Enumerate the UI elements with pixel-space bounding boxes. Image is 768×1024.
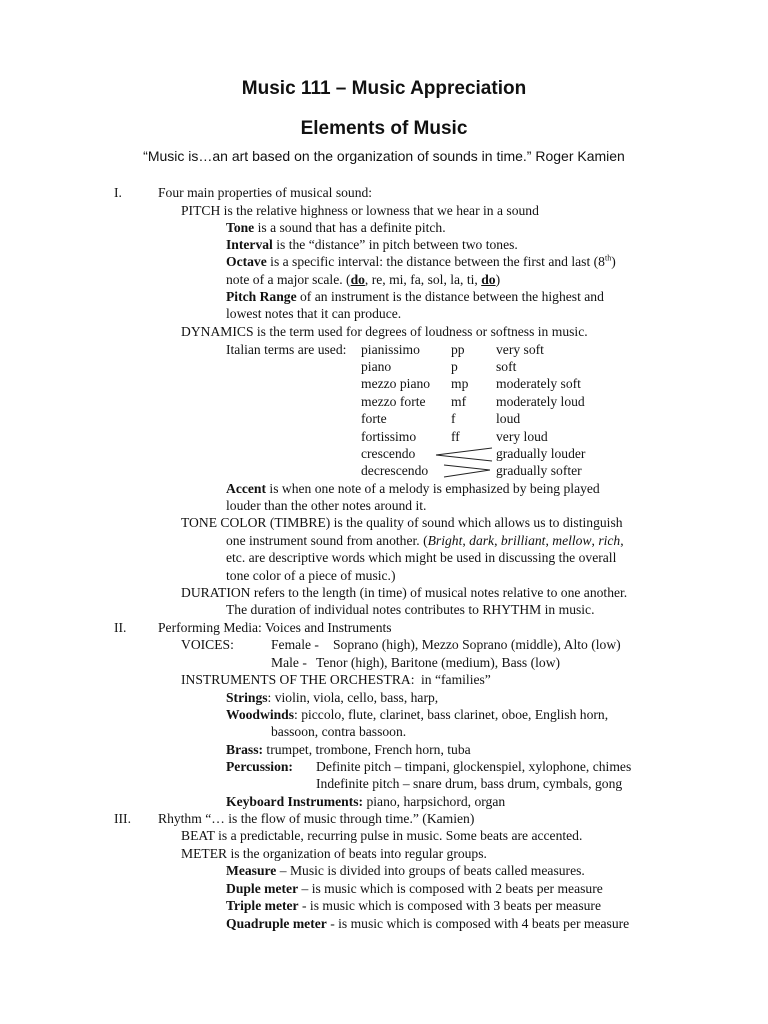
dyn-meaning: moderately soft [496, 376, 581, 391]
measure-def: – Music is divided into groups of beats called measures. [276, 863, 585, 878]
brass-text: trumpet, trombone, French horn, tuba [263, 742, 471, 757]
percussion-definite: Definite pitch – timpani, glockenspiel, xylophone, chimes [316, 759, 632, 774]
do-high: do [481, 272, 496, 287]
word-mellow: mellow [552, 533, 592, 548]
comma: , [494, 533, 501, 548]
decrescendo-hairpin [444, 465, 490, 477]
percussion-term [226, 758, 293, 775]
duple-def: – is music which is composed with 2 beats per measure [298, 881, 603, 896]
woodwinds-term: Woodwinds [226, 707, 295, 722]
strings-term: Strings [226, 690, 268, 705]
dyn-name: forte [361, 411, 387, 426]
quadruple-line [226, 915, 629, 932]
dyn-abbr: pp [451, 342, 465, 357]
pitch-range-term: Pitch Range [226, 289, 297, 304]
triple-def: - is music which is composed with 3 beats per measure [298, 898, 601, 913]
octave-def: is a specific interval: the distance between the first and last (8 [266, 254, 605, 269]
interval-term: Interval [226, 237, 273, 252]
measure-line [226, 862, 585, 879]
dyn-abbr: mp [451, 376, 469, 391]
accent-line [226, 480, 600, 497]
pitch-range-def: of an instrument is the distance between the highest and [296, 289, 604, 304]
section-3-heading: Rhythm “… is the flow of music through time.” (Kamien) [158, 811, 475, 826]
section-2-numeral: II. [114, 620, 127, 635]
dyn-name: fortissimo [361, 429, 417, 444]
octave-term: Octave [226, 254, 267, 269]
pitch-range-line-2: lowest notes that it can produce. [226, 306, 402, 321]
dyn-meaning: loud [496, 411, 521, 426]
female-label: Female - [271, 637, 319, 652]
dyn-name: mezzo forte [361, 394, 426, 409]
comma: , [462, 533, 470, 548]
dyn-name: pianissimo [361, 342, 420, 357]
dyn-meaning: gradually softer [496, 463, 582, 478]
dyn-meaning: very loud [496, 429, 548, 444]
octave-line2-b: , re, mi, fa, sol, la, ti, [364, 272, 482, 287]
tone-color-line-3: etc. are descriptive words which might be used in discussing the overall [226, 550, 617, 565]
keyboard-term: Keyboard Instruments: [226, 794, 364, 809]
dyn-abbr: p [451, 359, 458, 374]
dyn-abbr: mf [451, 394, 467, 409]
dynamics-definition: DYNAMICS is the term used for degrees of loudness or softness in music. [181, 324, 588, 339]
dyn-abbr: f [451, 411, 456, 426]
dyn-meaning: very soft [496, 342, 544, 357]
voices-label: VOICES: [181, 637, 234, 652]
do-low: do [350, 272, 365, 287]
quadruple-def: - is music which is composed with 4 beats per measure [326, 916, 630, 931]
dyn-meaning: moderately loud [496, 394, 585, 409]
word-dark: dark [469, 533, 495, 548]
comma: , [545, 533, 553, 548]
male-label: Male - [271, 655, 307, 670]
tone-def: is a sound that has a definite pitch. [254, 220, 446, 235]
brass-term: Brass: [226, 742, 264, 757]
crescendo-hairpin [436, 448, 492, 461]
dyn-meaning: soft [496, 359, 517, 374]
duration-line-1: DURATION refers to the length (in time) of musical notes relative to one another. [181, 585, 628, 600]
percussion-indefinite: Indefinite pitch – snare drum, bass drum, cymbals, gong [316, 776, 623, 791]
tone-color-line-2 [226, 532, 624, 549]
comma: , [620, 533, 624, 548]
octave-line2-c: ) [495, 272, 501, 287]
brass-line [226, 741, 471, 758]
accent-line-2: louder than the other notes around it. [226, 498, 427, 513]
tone-color-line-4: tone color of a piece of music.) [226, 568, 396, 583]
male-voices: Tenor (high), Baritone (medium), Bass (low) [316, 655, 561, 670]
dyn-meaning: gradually louder [496, 446, 586, 461]
strings-text: : violin, viola, cello, bass, harp, [267, 690, 439, 705]
orchestra-label: INSTRUMENTS OF THE ORCHESTRA: [181, 672, 415, 687]
beat-definition: BEAT is a predictable, recurring pulse in music. Some beats are accented. [181, 828, 583, 843]
octave-sup: th [604, 253, 612, 263]
keyboard-text: piano, harpsichord, organ [363, 794, 506, 809]
triple-line [226, 897, 601, 914]
interval-def: is the “distance” in pitch between two tones. [272, 237, 518, 252]
duple-term: Duple meter [226, 881, 299, 896]
strings-line [226, 689, 438, 706]
female-voices: Soprano (high), Mezzo Soprano (middle), Alto (low) [333, 637, 621, 652]
dyn-abbr: ff [451, 429, 460, 444]
woodwinds-line-2: bassoon, contra bassoon. [271, 724, 407, 739]
word-brilliant: brilliant [500, 533, 546, 548]
duration-line-2: The duration of individual notes contributes to RHYTHM in music. [226, 602, 595, 617]
tone-color-line2-a: one instrument sound from another. ( [226, 533, 428, 548]
comma: , [591, 533, 599, 548]
dyn-name: piano [361, 359, 392, 374]
section-1-heading: Four main properties of musical sound: [158, 185, 373, 200]
word-bright: Bright [427, 533, 463, 548]
section-3-numeral: III. [114, 811, 131, 826]
dyn-name: crescendo [361, 446, 416, 461]
word-rich: rich [598, 533, 621, 548]
accent-def: is when one note of a melody is emphasized by being played [266, 481, 600, 496]
woodwinds-line [226, 706, 608, 723]
section-2-heading: Performing Media: Voices and Instruments [158, 620, 392, 635]
percussion-term-text: Percussion: [226, 759, 293, 774]
dyn-name: decrescendo [361, 463, 429, 478]
octave-line2-a: note of a major scale. ( [226, 272, 351, 287]
kamien-quote: “Music is…an art based on the organization of sounds in time.” Roger Kamien [143, 148, 625, 164]
quadruple-term: Quadruple meter [226, 916, 327, 931]
dyn-name: mezzo piano [361, 376, 431, 391]
pitch-definition: PITCH is the relative highness or lowness that we hear in a sound [181, 203, 539, 218]
meter-definition: METER is the organization of beats into regular groups. [181, 846, 487, 861]
octave-end: ) [611, 254, 616, 269]
section-1-numeral: I. [114, 185, 122, 200]
accent-term: Accent [226, 481, 267, 496]
measure-term: Measure [226, 863, 277, 878]
duple-line [226, 880, 603, 897]
page-subtitle: Elements of Music [300, 118, 468, 139]
italian-terms-label: Italian terms are used: [226, 342, 347, 357]
page-title: Music 111 – Music Appreciation [241, 78, 527, 99]
tone-term: Tone [226, 220, 255, 235]
orchestra-note: in “families” [421, 672, 491, 687]
tone-color-line-1: TONE COLOR (TIMBRE) is the quality of sound which allows us to distinguish [181, 515, 623, 530]
woodwinds-text: : piccolo, flute, clarinet, bass clarinet, oboe, English horn, [294, 707, 609, 722]
triple-term: Triple meter [226, 898, 299, 913]
keyboard-line [226, 793, 505, 810]
